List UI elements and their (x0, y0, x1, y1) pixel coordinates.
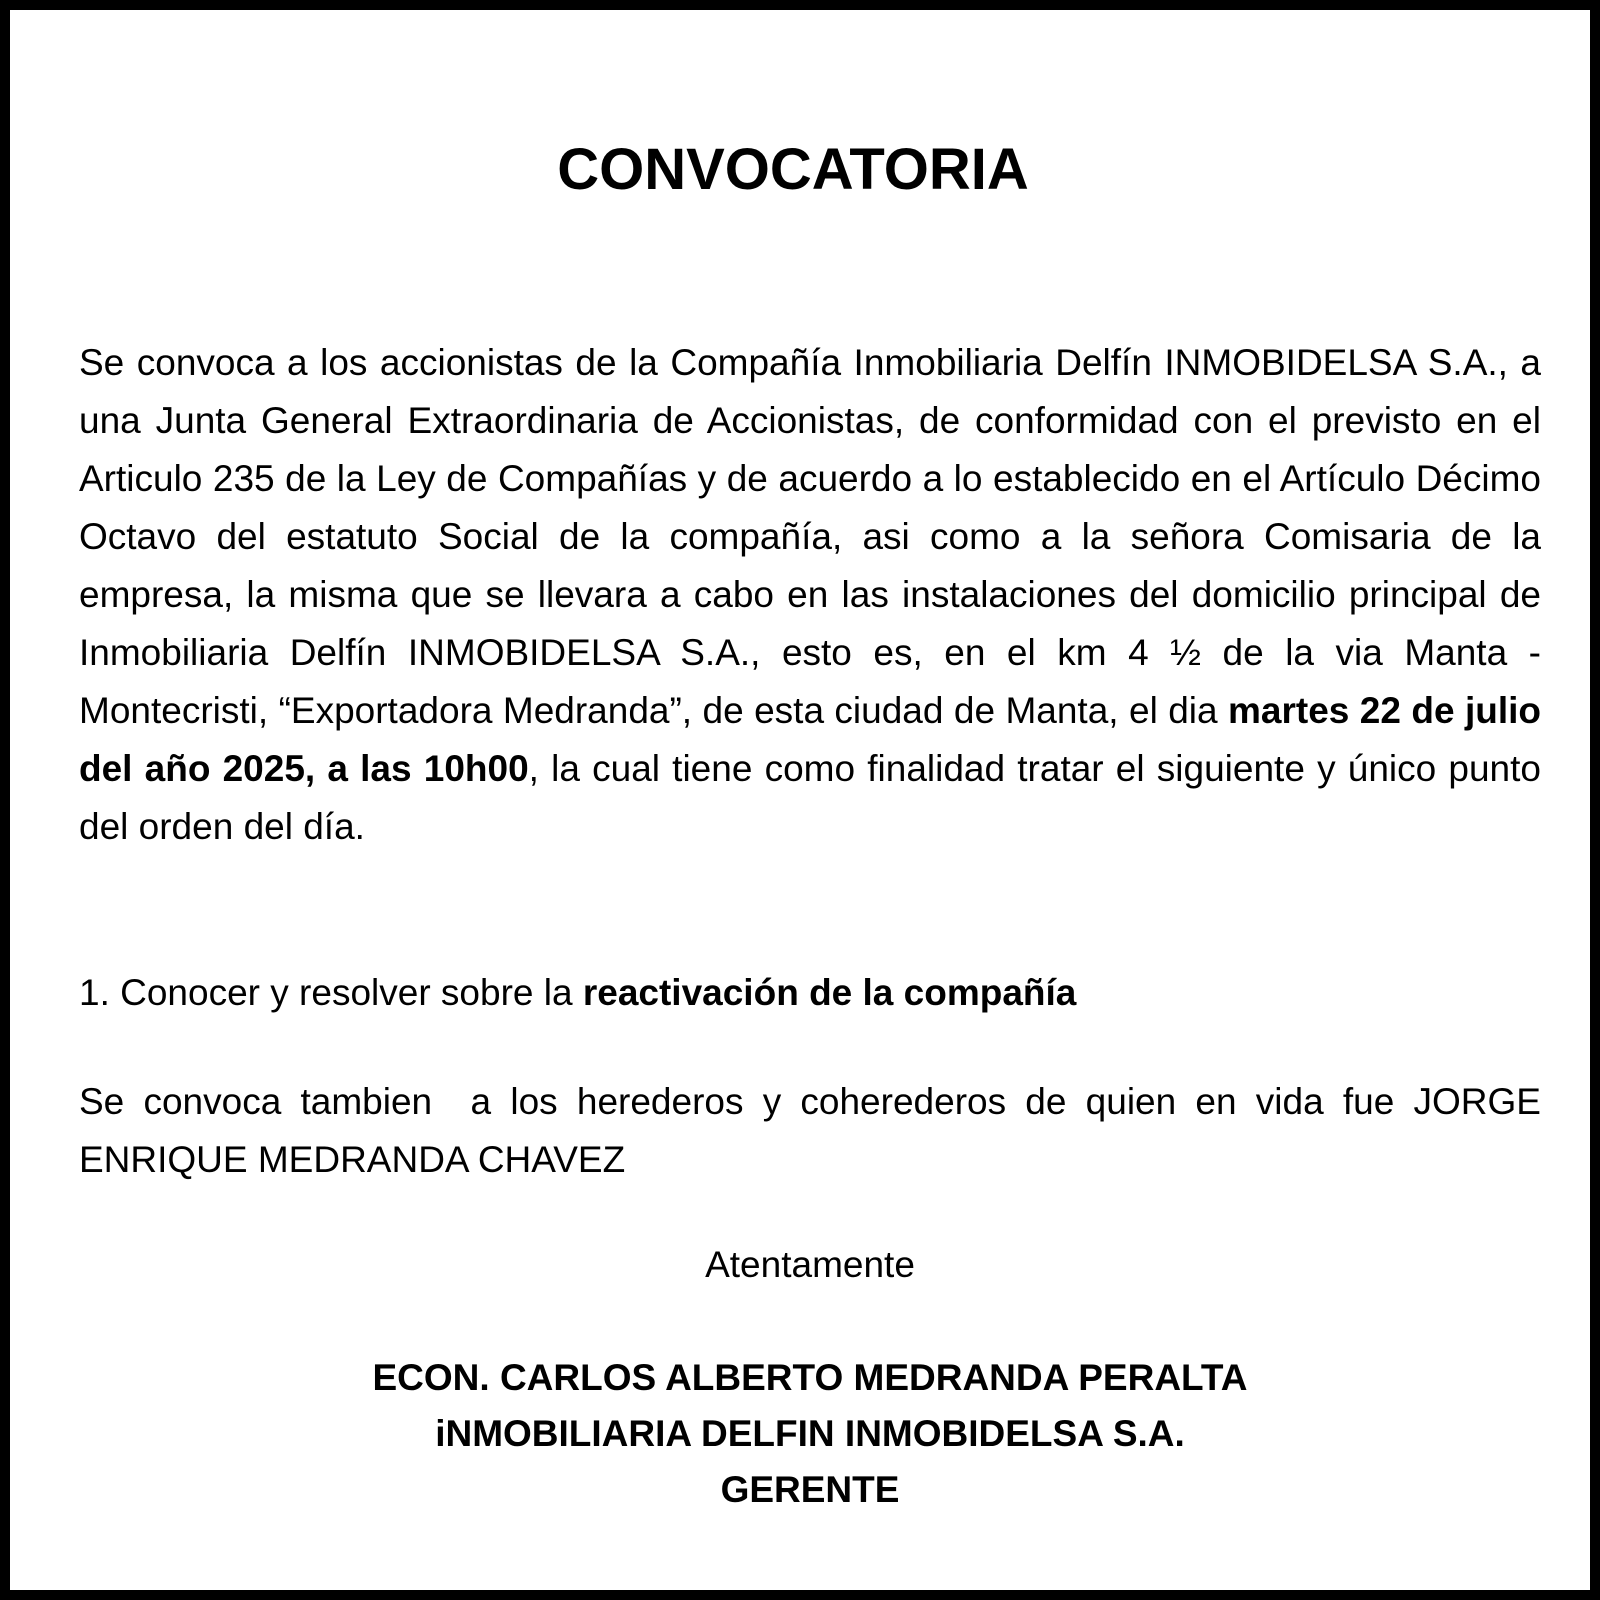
paragraph-text-intro: Se convoca a los accionistas de la Compañía Inmobiliaria Delfín INMOBIDELSA S.A., a una Junta General Extraordinaria de Accionistas, de conformidad con el previsto en el Articulo 235 de la Ley de Compañías y de acuerdo a lo establecido en el Artículo Décimo Octavo del estatuto Social de la compañía, asi como a la señora Comisaria de la empresa, la misma que se llevara a cabo en las instalaciones del domicilio principal de Inmobiliaria Delfín INMOBIDELSA S.A., esto es, en el km 4 ½ de la via Manta - Montecristi, “Exportadora Medranda”, de esta ciudad de Manta, el dia (79, 342, 1541, 731)
signer-name: ECON. CARLOS ALBERTO MEDRANDA PERALTA (372, 1357, 1248, 1398)
heirs-notice: Se convoca tambien a los herederos y coherederos de quien en vida fue JORGE ENRIQUE MEDRANDA CHAVEZ (79, 1081, 1552, 1180)
agenda-item-text: 1. Conocer y resolver sobre la (79, 972, 583, 1013)
paragraph-text-purpose: , la cual tiene como finalidad tratar el siguiente y único punto del orden del día. (79, 748, 1541, 847)
signer-company: iNMOBILIARIA DELFIN INMOBIDELSA S.A. (435, 1413, 1185, 1454)
convocation-paragraph (79, 334, 1541, 856)
closing-salutation: Atentamente (705, 1244, 915, 1285)
agenda-item (79, 964, 1541, 1022)
signer-position: GERENTE (720, 1469, 900, 1510)
signature-block (10, 1350, 1600, 1518)
agenda-item-topic: reactivación de la compañía (582, 972, 1077, 1013)
meeting-date-time: martes 22 de julio del año 2025, a las 10h00 (79, 690, 1541, 789)
document-title: CONVOCATORIA (557, 137, 1029, 202)
